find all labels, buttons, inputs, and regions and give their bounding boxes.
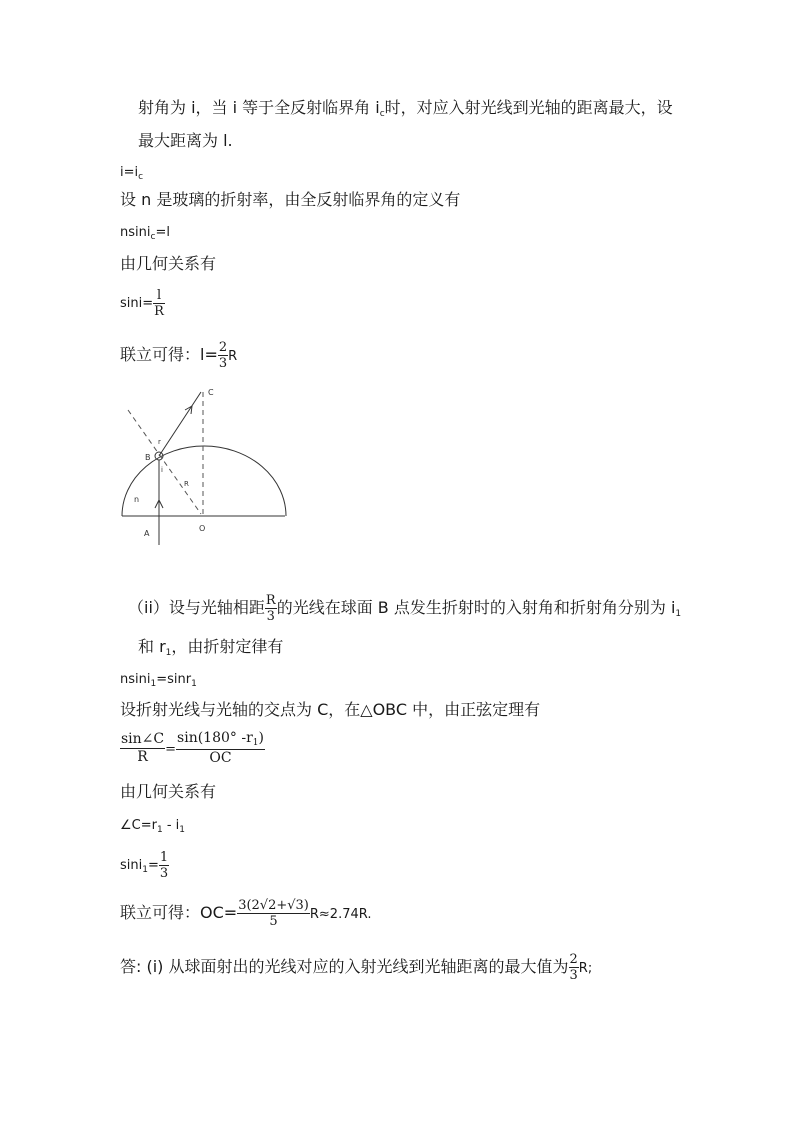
text-line: 射角为 i，当 i 等于全反射临界角 ic时，对应入射光线到光轴的距离最大，设 xyxy=(138,98,673,119)
fraction: $\frac{2}{3}$ xyxy=(569,952,578,983)
text-line: 设 n 是玻璃的折射率，由全反射临界角的定义有 xyxy=(120,190,461,209)
equation: 联立可得：OC= $\frac{3(2√2+√3)}{5}$ R≈2.74R. xyxy=(120,898,372,929)
text-line: 和 r1，由折射定律有 xyxy=(138,637,284,658)
text-line: （ii）设与光轴相距 $\frac{R}{3}$ 的光线在球面 B 点发生折射时的入射角和折射角分别为 i1 xyxy=(128,593,682,624)
equation: nsini$_c$=l xyxy=(120,225,170,242)
fraction: $\frac{3(2√2+√3)}{5}$ xyxy=(238,898,309,929)
equation: sini= $\frac{l}{R}$ xyxy=(120,288,164,319)
equation: $\angle C=r_1 - i_1$ xyxy=(120,818,186,835)
text-line: 设折射光线与光轴的交点为 C，在△OBC 中，由正弦定理有 xyxy=(120,700,541,719)
answer-line: 答: (i) 从球面射出的光线对应的入射光线到光轴距离的最大值为 $\frac{2}{3}$ R; xyxy=(120,952,593,983)
equation: $i=i_c$ xyxy=(120,165,144,182)
label-r-radius: R xyxy=(184,480,189,488)
label-r: r xyxy=(158,438,161,446)
equation: nsini$_1$=sinr$_1$ xyxy=(120,672,197,689)
label-o: O xyxy=(199,524,206,533)
fraction: $\frac{\sin(180^\circ -r_1)}{OC}$ xyxy=(177,730,264,766)
text-line: 最大距离为 l. xyxy=(138,131,233,150)
equation: sini$_1$= $\frac{1}{3}$ xyxy=(120,850,169,881)
fraction: $\frac{R}{3}$ xyxy=(265,593,276,624)
fraction: $\frac{1}{3}$ xyxy=(159,850,169,881)
text-line: 由几何关系有 xyxy=(120,782,217,801)
label-c: C xyxy=(208,388,214,397)
label-b: B xyxy=(145,453,151,462)
equation-sine-law: $\frac{\sin\angle C}{R}$ = $\frac{\sin(180^\circ -r_1)}{OC}$ xyxy=(121,730,264,766)
optics-diagram xyxy=(110,380,300,550)
fraction: $\frac{\sin\angle C}{R}$ xyxy=(121,731,165,765)
label-n: n xyxy=(134,495,140,504)
equation: 联立可得：l= $\frac{2}{3}$ R xyxy=(120,340,238,371)
label-i: i xyxy=(161,466,163,474)
fraction: $\frac{l}{R}$ xyxy=(154,288,164,319)
fraction: $\frac{2}{3}$ xyxy=(218,340,228,371)
label-a: A xyxy=(144,529,150,538)
text-line: 由几何关系有 xyxy=(120,254,217,273)
